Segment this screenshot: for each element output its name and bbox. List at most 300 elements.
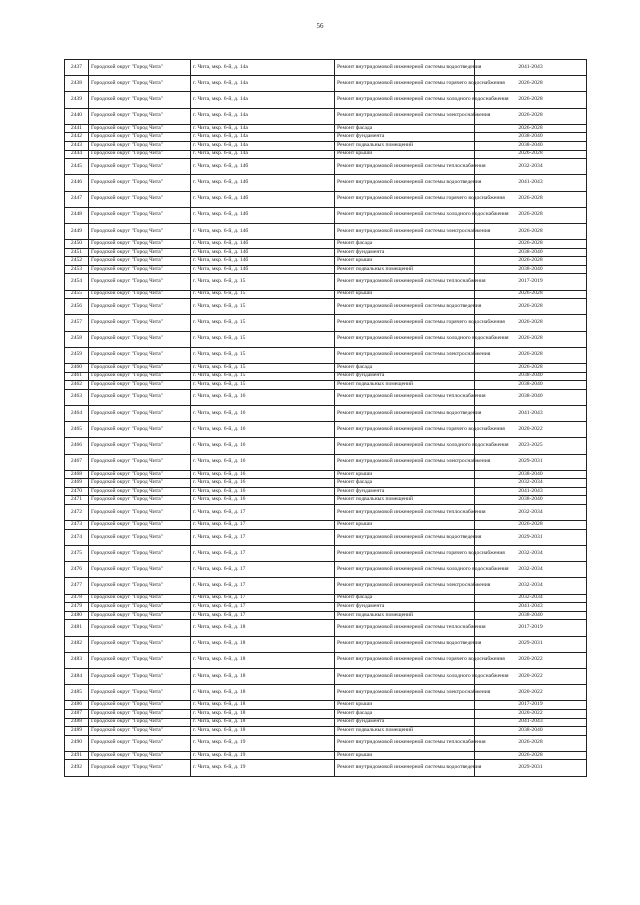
table-row: [65, 422, 587, 438]
table-row: [65, 389, 587, 405]
municipality-cell: Городской округ "Город Чита": [89, 470, 191, 479]
table-row: [65, 405, 587, 421]
row-number: 2476: [65, 562, 89, 578]
municipality-cell: Городской округ "Город Чита": [89, 381, 191, 390]
period-cell: 2026-2028: [475, 521, 587, 530]
row-number: 2452: [65, 257, 89, 266]
table-row: [65, 611, 587, 620]
table-row: [65, 248, 587, 257]
address-cell: г. Чита, мкр. 6-й, д. 17: [191, 578, 335, 594]
period-cell: 2038-2040: [475, 372, 587, 381]
address-cell: г. Чита, мкр. 6-й, д. 18: [191, 727, 335, 736]
address-cell: г. Чита, мкр. 6-й, д. 15: [191, 347, 335, 363]
address-cell: г. Чита, мкр. 6-й, д. 16: [191, 405, 335, 421]
work-type-cell: Ремонт внутридомовой инженерной системы электроснабжения: [335, 578, 475, 594]
municipality-cell: Городской округ "Город Чита": [89, 546, 191, 562]
table-row: [65, 668, 587, 684]
address-cell: г. Чита, мкр. 6-й, д. 14а: [191, 124, 335, 133]
address-cell: г. Чита, мкр. 6-й, д. 16: [191, 479, 335, 488]
row-number: 2473: [65, 521, 89, 530]
work-type-cell: Ремонт внутридомовой инженерной системы теплоснабжения: [335, 159, 475, 175]
row-number: 2484: [65, 668, 89, 684]
table-row: [65, 562, 587, 578]
work-type-cell: Ремонт фасада: [335, 240, 475, 249]
address-cell: г. Чита, мкр. 6-й, д. 16: [191, 487, 335, 496]
row-number: 2445: [65, 159, 89, 175]
work-type-cell: Ремонт подвальных помещений: [335, 727, 475, 736]
table-row: [65, 381, 587, 390]
period-cell: 2041-2043: [475, 60, 587, 76]
page-number: 56: [316, 22, 324, 30]
municipality-cell: Городской округ "Город Чита": [89, 290, 191, 299]
row-number: 2477: [65, 578, 89, 594]
row-number: 2470: [65, 487, 89, 496]
period-cell: 2026-2028: [475, 735, 587, 751]
repair-schedule-body: [65, 60, 587, 777]
municipality-cell: Городской округ "Город Чита": [89, 735, 191, 751]
row-number: 2457: [65, 315, 89, 331]
table-row: [65, 487, 587, 496]
municipality-cell: Городской округ "Город Чита": [89, 223, 191, 239]
row-number: 2471: [65, 496, 89, 505]
period-cell: 2038-2040: [475, 248, 587, 257]
address-cell: г. Чита, мкр. 6-й, д. 15: [191, 290, 335, 299]
table-row: [65, 124, 587, 133]
period-cell: 2026-2028: [475, 92, 587, 108]
work-type-cell: Ремонт фундамента: [335, 133, 475, 142]
table-row: [65, 257, 587, 266]
row-number: 2453: [65, 265, 89, 274]
row-number: 2448: [65, 207, 89, 223]
table-row: [65, 60, 587, 76]
municipality-cell: Городской округ "Город Чита": [89, 438, 191, 454]
work-type-cell: Ремонт внутридомовой инженерной системы теплоснабжения: [335, 274, 475, 290]
table-row: [65, 546, 587, 562]
municipality-cell: Городской округ "Город Чита": [89, 274, 191, 290]
address-cell: г. Чита, мкр. 6-й, д. 16: [191, 454, 335, 470]
address-cell: г. Чита, мкр. 6-й, д. 14а: [191, 92, 335, 108]
period-cell: 2038-2040: [475, 141, 587, 150]
work-type-cell: Ремонт крыши: [335, 470, 475, 479]
period-cell: 2038-2040: [475, 496, 587, 505]
table-row: [65, 636, 587, 652]
table-row: [65, 191, 587, 207]
municipality-cell: Городской округ "Город Чита": [89, 108, 191, 124]
municipality-cell: Городской округ "Город Чита": [89, 422, 191, 438]
municipality-cell: Городской округ "Город Чита": [89, 454, 191, 470]
municipality-cell: Городской округ "Город Чита": [89, 727, 191, 736]
address-cell: г. Чита, мкр. 6-й, д. 19: [191, 735, 335, 751]
work-type-cell: Ремонт фасада: [335, 479, 475, 488]
municipality-cell: Городской округ "Город Чита": [89, 175, 191, 191]
municipality-cell: Городской округ "Город Чита": [89, 487, 191, 496]
row-number: 2442: [65, 133, 89, 142]
period-cell: 2017-2019: [475, 620, 587, 636]
address-cell: г. Чита, мкр. 6-й, д. 15: [191, 372, 335, 381]
work-type-cell: Ремонт подвальных помещений: [335, 141, 475, 150]
period-cell: 2020-2022: [475, 709, 587, 718]
period-cell: 2032-2034: [475, 594, 587, 603]
municipality-cell: Городской округ "Город Чита": [89, 299, 191, 315]
period-cell: 2038-2040: [475, 470, 587, 479]
address-cell: г. Чита, мкр. 6-й, д. 19: [191, 760, 335, 776]
period-cell: 2026-2028: [475, 150, 587, 159]
row-number: 2490: [65, 735, 89, 751]
address-cell: г. Чита, мкр. 6-й, д. 17: [191, 611, 335, 620]
address-cell: г. Чита, мкр. 6-й, д. 15: [191, 274, 335, 290]
table-row: [65, 760, 587, 776]
row-number: 2488: [65, 718, 89, 727]
row-number: 2454: [65, 274, 89, 290]
municipality-cell: Городской округ "Город Чита": [89, 92, 191, 108]
address-cell: г. Чита, мкр. 6-й, д. 17: [191, 546, 335, 562]
municipality-cell: Городской округ "Город Чита": [89, 751, 191, 760]
row-number: 2480: [65, 611, 89, 620]
period-cell: 2038-2040: [475, 265, 587, 274]
period-cell: 2026-2028: [475, 223, 587, 239]
period-cell: 2038-2040: [475, 727, 587, 736]
address-cell: г. Чита, мкр. 6-й, д. 17: [191, 529, 335, 545]
table-row: [65, 141, 587, 150]
address-cell: г. Чита, мкр. 6-й, д. 18: [191, 718, 335, 727]
work-type-cell: Ремонт внутридомовой инженерной системы водоотведения: [335, 60, 475, 76]
row-number: 2450: [65, 240, 89, 249]
period-cell: 2026-2028: [475, 299, 587, 315]
period-cell: 2026-2028: [475, 363, 587, 372]
row-number: 2467: [65, 454, 89, 470]
municipality-cell: Городской округ "Город Чита": [89, 578, 191, 594]
municipality-cell: Городской округ "Город Чита": [89, 603, 191, 612]
row-number: 2482: [65, 636, 89, 652]
work-type-cell: Ремонт фасада: [335, 594, 475, 603]
work-type-cell: Ремонт фундамента: [335, 372, 475, 381]
work-type-cell: Ремонт внутридомовой инженерной системы теплоснабжения: [335, 620, 475, 636]
period-cell: 2020-2022: [475, 668, 587, 684]
period-cell: 2041-2043: [475, 487, 587, 496]
work-type-cell: Ремонт подвальных помещений: [335, 265, 475, 274]
address-cell: г. Чита, мкр. 6-й, д. 16: [191, 422, 335, 438]
table-row: [65, 299, 587, 315]
work-type-cell: Ремонт фасада: [335, 363, 475, 372]
municipality-cell: Городской округ "Город Чита": [89, 133, 191, 142]
municipality-cell: Городской округ "Город Чита": [89, 363, 191, 372]
work-type-cell: Ремонт внутридомовой инженерной системы горячего водоснабжения: [335, 76, 475, 92]
period-cell: 2026-2028: [475, 108, 587, 124]
period-cell: 2017-2019: [475, 274, 587, 290]
row-number: 2466: [65, 438, 89, 454]
period-cell: 2041-2043: [475, 405, 587, 421]
work-type-cell: Ремонт внутридомовой инженерной системы электроснабжения: [335, 223, 475, 239]
table-row: [65, 709, 587, 718]
address-cell: г. Чита, мкр. 6-й, д. 14а: [191, 150, 335, 159]
municipality-cell: Городской округ "Город Чита": [89, 257, 191, 266]
table-row: [65, 265, 587, 274]
address-cell: г. Чита, мкр. 6-й, д. 14а: [191, 141, 335, 150]
municipality-cell: Городской округ "Город Чита": [89, 207, 191, 223]
row-number: 2460: [65, 363, 89, 372]
table-row: [65, 652, 587, 668]
row-number: 2443: [65, 141, 89, 150]
work-type-cell: Ремонт внутридомовой инженерной системы холодного водоснабжения: [335, 207, 475, 223]
period-cell: 2020-2022: [475, 422, 587, 438]
address-cell: г. Чита, мкр. 6-й, д. 18: [191, 701, 335, 710]
table-row: [65, 701, 587, 710]
municipality-cell: Городской округ "Город Чита": [89, 141, 191, 150]
address-cell: г. Чита, мкр. 6-й, д. 14б: [191, 175, 335, 191]
work-type-cell: Ремонт внутридомовой инженерной системы горячего водоснабжения: [335, 315, 475, 331]
row-number: 2465: [65, 422, 89, 438]
period-cell: 2026-2028: [475, 315, 587, 331]
address-cell: г. Чита, мкр. 6-й, д. 14б: [191, 248, 335, 257]
period-cell: 2026-2028: [475, 290, 587, 299]
address-cell: г. Чита, мкр. 6-й, д. 14а: [191, 60, 335, 76]
work-type-cell: Ремонт внутридомовой инженерной системы холодного водоснабжения: [335, 562, 475, 578]
municipality-cell: Городской округ "Город Чита": [89, 389, 191, 405]
work-type-cell: Ремонт внутридомовой инженерной системы электроснабжения: [335, 454, 475, 470]
work-type-cell: Ремонт внутридомовой инженерной системы водоотведения: [335, 299, 475, 315]
address-cell: г. Чита, мкр. 6-й, д. 15: [191, 315, 335, 331]
municipality-cell: Городской округ "Город Чита": [89, 347, 191, 363]
address-cell: г. Чита, мкр. 6-й, д. 15: [191, 363, 335, 372]
work-type-cell: Ремонт крыши: [335, 521, 475, 530]
address-cell: г. Чита, мкр. 6-й, д. 14б: [191, 159, 335, 175]
municipality-cell: Городской округ "Город Чита": [89, 315, 191, 331]
table-row: [65, 521, 587, 530]
address-cell: г. Чита, мкр. 6-й, д. 17: [191, 562, 335, 578]
work-type-cell: Ремонт внутридомовой инженерной системы горячего водоснабжения: [335, 546, 475, 562]
municipality-cell: Городской округ "Город Чита": [89, 701, 191, 710]
period-cell: 2038-2040: [475, 611, 587, 620]
period-cell: 2026-2028: [475, 207, 587, 223]
address-cell: г. Чита, мкр. 6-й, д. 14а: [191, 133, 335, 142]
table-row: [65, 727, 587, 736]
period-cell: 2026-2028: [475, 191, 587, 207]
work-type-cell: Ремонт внутридомовой инженерной системы холодного водоснабжения: [335, 331, 475, 347]
municipality-cell: Городской округ "Город Чита": [89, 562, 191, 578]
municipality-cell: Городской округ "Город Чита": [89, 718, 191, 727]
municipality-cell: Городской округ "Город Чита": [89, 405, 191, 421]
municipality-cell: Городской округ "Город Чита": [89, 265, 191, 274]
address-cell: г. Чита, мкр. 6-й, д. 14а: [191, 76, 335, 92]
address-cell: г. Чита, мкр. 6-й, д. 14б: [191, 191, 335, 207]
address-cell: г. Чита, мкр. 6-й, д. 18: [191, 620, 335, 636]
address-cell: г. Чита, мкр. 6-й, д. 14б: [191, 223, 335, 239]
period-cell: 2038-2040: [475, 381, 587, 390]
municipality-cell: Городской округ "Город Чита": [89, 191, 191, 207]
period-cell: 2026-2028: [475, 331, 587, 347]
row-number: 2479: [65, 603, 89, 612]
address-cell: г. Чита, мкр. 6-й, д. 18: [191, 709, 335, 718]
period-cell: 2029-2031: [475, 454, 587, 470]
work-type-cell: Ремонт внутридомовой инженерной системы горячего водоснабжения: [335, 652, 475, 668]
table-row: [65, 315, 587, 331]
address-cell: г. Чита, мкр. 6-й, д. 16: [191, 470, 335, 479]
table-row: [65, 578, 587, 594]
table-row: [65, 685, 587, 701]
municipality-cell: Городской округ "Город Чита": [89, 150, 191, 159]
row-number: 2462: [65, 381, 89, 390]
row-number: 2491: [65, 751, 89, 760]
work-type-cell: Ремонт фасада: [335, 709, 475, 718]
table-row: [65, 274, 587, 290]
period-cell: 2026-2028: [475, 347, 587, 363]
address-cell: г. Чита, мкр. 6-й, д. 16: [191, 438, 335, 454]
period-cell: 2038-2040: [475, 133, 587, 142]
table-row: [65, 76, 587, 92]
address-cell: г. Чита, мкр. 6-й, д. 18: [191, 685, 335, 701]
row-number: 2472: [65, 505, 89, 521]
municipality-cell: Городской округ "Город Чита": [89, 521, 191, 530]
address-cell: г. Чита, мкр. 6-й, д. 14б: [191, 240, 335, 249]
work-type-cell: Ремонт фундамента: [335, 248, 475, 257]
work-type-cell: Ремонт фасада: [335, 124, 475, 133]
municipality-cell: Городской округ "Город Чита": [89, 159, 191, 175]
address-cell: г. Чита, мкр. 6-й, д. 19: [191, 751, 335, 760]
municipality-cell: Городской округ "Город Чита": [89, 60, 191, 76]
address-cell: г. Чита, мкр. 6-й, д. 14б: [191, 265, 335, 274]
work-type-cell: Ремонт внутридомовой инженерной системы водоотведения: [335, 636, 475, 652]
row-number: 2451: [65, 248, 89, 257]
table-row: [65, 438, 587, 454]
period-cell: 2032-2034: [475, 479, 587, 488]
address-cell: г. Чита, мкр. 6-й, д. 17: [191, 603, 335, 612]
work-type-cell: Ремонт подвальных помещений: [335, 496, 475, 505]
municipality-cell: Городской округ "Город Чита": [89, 479, 191, 488]
address-cell: г. Чита, мкр. 6-й, д. 14а: [191, 108, 335, 124]
work-type-cell: Ремонт крыши: [335, 150, 475, 159]
row-number: 2456: [65, 299, 89, 315]
period-cell: 2038-2040: [475, 389, 587, 405]
municipality-cell: Городской округ "Город Чита": [89, 709, 191, 718]
table-row: [65, 223, 587, 239]
row-number: 2439: [65, 92, 89, 108]
period-cell: 2029-2031: [475, 636, 587, 652]
municipality-cell: Городской округ "Город Чита": [89, 611, 191, 620]
work-type-cell: Ремонт внутридомовой инженерной системы водоотведения: [335, 405, 475, 421]
municipality-cell: Городской округ "Город Чита": [89, 594, 191, 603]
row-number: 2455: [65, 290, 89, 299]
row-number: 2464: [65, 405, 89, 421]
period-cell: 2032-2034: [475, 159, 587, 175]
period-cell: 2026-2028: [475, 751, 587, 760]
table-row: [65, 331, 587, 347]
municipality-cell: Городской округ "Город Чита": [89, 331, 191, 347]
address-cell: г. Чита, мкр. 6-й, д. 18: [191, 652, 335, 668]
row-number: 2485: [65, 685, 89, 701]
table-row: [65, 240, 587, 249]
period-cell: 2029-2031: [475, 760, 587, 776]
address-cell: г. Чита, мкр. 6-й, д. 15: [191, 299, 335, 315]
row-number: 2481: [65, 620, 89, 636]
address-cell: г. Чита, мкр. 6-й, д. 18: [191, 636, 335, 652]
work-type-cell: Ремонт фундамента: [335, 603, 475, 612]
table-row: [65, 150, 587, 159]
work-type-cell: Ремонт крыши: [335, 290, 475, 299]
work-type-cell: Ремонт подвальных помещений: [335, 611, 475, 620]
work-type-cell: Ремонт внутридомовой инженерной системы холодного водоснабжения: [335, 668, 475, 684]
row-number: 2474: [65, 529, 89, 545]
work-type-cell: Ремонт внутридомовой инженерной системы горячего водоснабжения: [335, 422, 475, 438]
municipality-cell: Городской округ "Город Чита": [89, 505, 191, 521]
period-cell: 2041-2043: [475, 603, 587, 612]
row-number: 2449: [65, 223, 89, 239]
table-row: [65, 594, 587, 603]
table-row: [65, 108, 587, 124]
period-cell: 2020-2022: [475, 652, 587, 668]
table-row: [65, 207, 587, 223]
table-row: [65, 496, 587, 505]
row-number: 2441: [65, 124, 89, 133]
row-number: 2492: [65, 760, 89, 776]
row-number: 2438: [65, 76, 89, 92]
period-cell: 2029-2031: [475, 529, 587, 545]
work-type-cell: Ремонт внутридомовой инженерной системы водоотведения: [335, 529, 475, 545]
row-number: 2489: [65, 727, 89, 736]
work-type-cell: Ремонт внутридомовой инженерной системы горячего водоснабжения: [335, 191, 475, 207]
table-row: [65, 735, 587, 751]
row-number: 2478: [65, 594, 89, 603]
work-type-cell: Ремонт крыши: [335, 701, 475, 710]
row-number: 2468: [65, 470, 89, 479]
work-type-cell: Ремонт фундамента: [335, 718, 475, 727]
work-type-cell: Ремонт внутридомовой инженерной системы электроснабжения: [335, 347, 475, 363]
period-cell: 2023-2025: [475, 438, 587, 454]
period-cell: 2026-2028: [475, 124, 587, 133]
work-type-cell: Ремонт крыши: [335, 257, 475, 266]
period-cell: 2026-2028: [475, 76, 587, 92]
address-cell: г. Чита, мкр. 6-й, д. 17: [191, 521, 335, 530]
municipality-cell: Городской округ "Город Чита": [89, 124, 191, 133]
address-cell: г. Чита, мкр. 6-й, д. 15: [191, 331, 335, 347]
work-type-cell: Ремонт внутридомовой инженерной системы холодного водоснабжения: [335, 92, 475, 108]
municipality-cell: Городской округ "Город Чита": [89, 685, 191, 701]
table-row: [65, 603, 587, 612]
row-number: 2447: [65, 191, 89, 207]
work-type-cell: Ремонт подвальных помещений: [335, 381, 475, 390]
address-cell: г. Чита, мкр. 6-й, д. 17: [191, 594, 335, 603]
row-number: 2475: [65, 546, 89, 562]
table-row: [65, 290, 587, 299]
period-cell: 2017-2019: [475, 701, 587, 710]
address-cell: г. Чита, мкр. 6-й, д. 16: [191, 389, 335, 405]
work-type-cell: Ремонт внутридомовой инженерной системы электроснабжения: [335, 685, 475, 701]
work-type-cell: Ремонт внутридомовой инженерной системы электроснабжения: [335, 108, 475, 124]
table-row: [65, 372, 587, 381]
period-cell: 2032-2034: [475, 546, 587, 562]
row-number: 2440: [65, 108, 89, 124]
work-type-cell: Ремонт крыши: [335, 751, 475, 760]
row-number: 2483: [65, 652, 89, 668]
address-cell: г. Чита, мкр. 6-й, д. 17: [191, 505, 335, 521]
municipality-cell: Городской округ "Город Чита": [89, 620, 191, 636]
period-cell: 2020-2022: [475, 685, 587, 701]
municipality-cell: Городской округ "Город Чита": [89, 240, 191, 249]
municipality-cell: Городской округ "Город Чита": [89, 636, 191, 652]
row-number: 2444: [65, 150, 89, 159]
address-cell: г. Чита, мкр. 6-й, д. 18: [191, 668, 335, 684]
work-type-cell: Ремонт внутридомовой инженерной системы водоотведения: [335, 760, 475, 776]
municipality-cell: Городской округ "Город Чита": [89, 668, 191, 684]
row-number: 2437: [65, 60, 89, 76]
period-cell: 2032-2034: [475, 578, 587, 594]
address-cell: г. Чита, мкр. 6-й, д. 14б: [191, 207, 335, 223]
municipality-cell: Городской округ "Город Чита": [89, 760, 191, 776]
municipality-cell: Городской округ "Город Чита": [89, 248, 191, 257]
period-cell: 2026-2028: [475, 240, 587, 249]
municipality-cell: Городской округ "Город Чита": [89, 496, 191, 505]
table-row: [65, 159, 587, 175]
row-number: 2469: [65, 479, 89, 488]
